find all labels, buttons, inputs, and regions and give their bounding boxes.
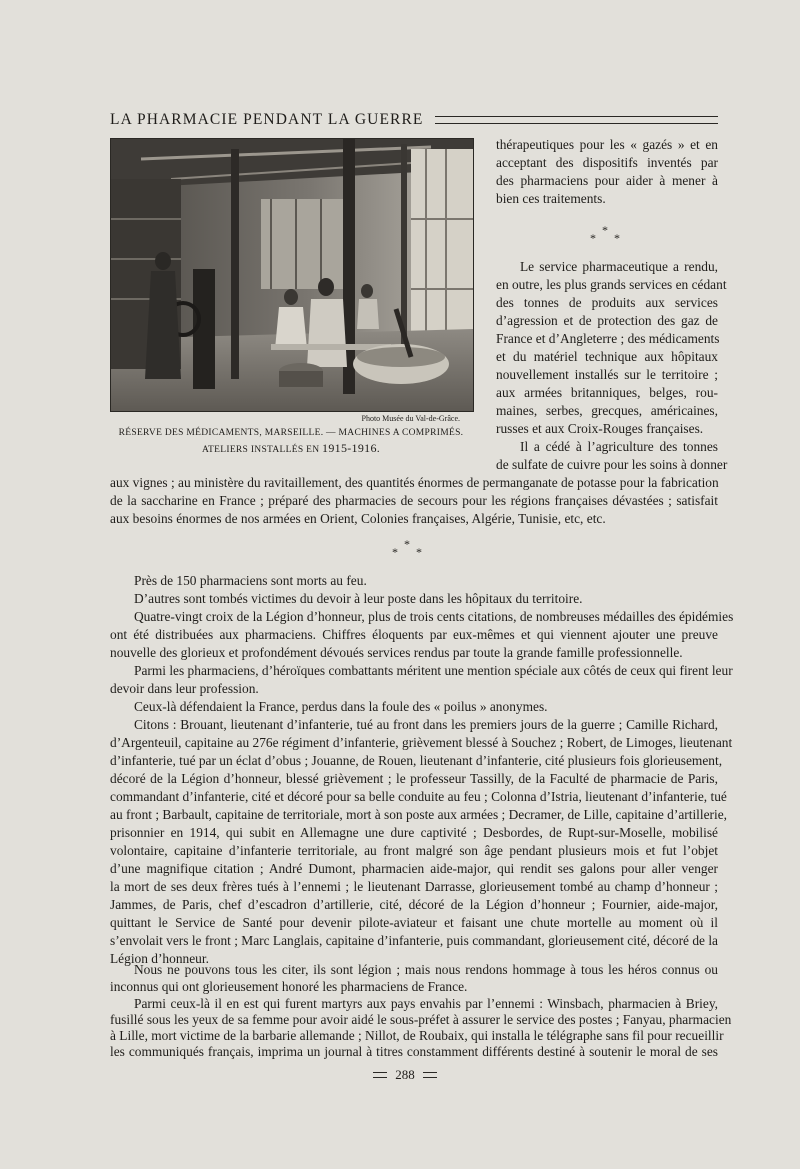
header-title: LA PHARMACIE PENDANT LA GUERRE: [110, 111, 424, 128]
figure-caption-line1: RÉSERVE DES MÉDICAMENTS, MARSEILLE. — MACHINES A COMPRIMÉS.: [118, 428, 464, 438]
asterism-star: *: [404, 537, 410, 551]
header-double-rule: [435, 116, 718, 124]
body-line: Ceux-là défendaient la France, perdus dans la foule des « poilus » anonymes.: [134, 699, 548, 714]
right-column-line: Il a cédé à l’agriculture des tonnes: [520, 439, 718, 454]
body-line: Près de 150 pharmaciens sont morts au feu.: [134, 573, 367, 588]
page-number-rule-right: [423, 1072, 437, 1078]
right-column-line: de sulfate de cuivre pour les soins à donner: [496, 457, 728, 472]
asterism-star: *: [614, 231, 620, 245]
photo-credit: Photo Musée du Val-de-Grâce.: [361, 414, 460, 423]
figure-caption-line2: [110, 441, 472, 456]
body-line: quittant le Service de Santé pour devenir pilote-aviateur et faisant une chute mortelle au moment où il: [110, 915, 718, 930]
body-line: Parmi les pharmaciens, d’héroïques combattants méritent une mention spéciale aux côtés de ceux qui firent leur: [134, 663, 733, 678]
body-line: de la saccharine en France ; préparé des pharmacies de secours pour les régions françaises dévastées ; satisfait: [110, 493, 718, 508]
right-column-line: en outre, les plus grands services en cédant: [496, 277, 727, 292]
figure-caption-text: ATELIERS INSTALLÉS EN: [201, 445, 320, 455]
body-line: commandant d’infanterie, cité et décoré pour sa belle conduite au feu ; Colonna d’Istria, lieutenant d’infanterie, tué: [110, 789, 727, 804]
body-line: aux vignes ; au ministère du ravitaillement, des quantités énormes de permanganate de potasse pour la fabrication: [110, 475, 719, 490]
page-number: [360, 1067, 450, 1083]
body-line: ont été distribuées aux pharmaciens. Chiffres éloquents par eux-mêmes et qui viennent ajouter une preuve: [110, 627, 718, 642]
body-line: décoré de la Légion d’honneur, blessé grièvement ; le professeur Tassilly, de la Faculté de pharmacie de Paris,: [110, 771, 718, 786]
body-line: fusillé sous les yeux de sa femme pour avoir aidé le sous-préfet à assurer le service des postes ; Fanyau, pharmacien: [110, 1012, 732, 1027]
body-line: D’autres sont tombés victimes du devoir à leur poste dans les hôpitaux du territoire.: [134, 591, 583, 606]
body-line-last: les communiqués français, imprima un journal à titres constamment différents destiné à soutenir le moral de ses: [110, 1044, 718, 1059]
right-column-line: maines, serbes, grecques, américaines,: [496, 403, 718, 418]
workshop-photograph: [110, 138, 474, 412]
body-line: d’une magnifique citation ; André Dumont, pharmacien aide-major, qui rendit ses galons pour aller venger: [110, 861, 718, 876]
asterism-star: *: [602, 223, 608, 237]
body-line: d’Argenteuil, capitaine au 276e régiment d’infanterie, grièvement blessé à Souchez ; Robert, de Limoges, lieutenant: [110, 735, 733, 750]
page-number-rule-left: [373, 1072, 387, 1078]
right-column-line: russes et aux Croix-Rouges françaises.: [496, 421, 704, 436]
right-column-line: acceptant des dispositifs inventés par: [496, 155, 718, 170]
right-column-line: et du matériel technique aux hôpitaux: [496, 349, 718, 364]
asterism-star: *: [416, 545, 422, 559]
body-line: à Lille, mort victime de la barbarie allemande ; Nillot, de Roubaix, qui installa le télégraphe sans fil pour recueillir: [110, 1028, 724, 1043]
right-column-line: Le service pharmaceutique a rendu,: [520, 259, 718, 274]
right-column-line: nouvellement installés sur le territoire ;: [496, 367, 718, 382]
right-column-line: France et d’Angleterre ; des médicaments: [496, 331, 720, 346]
body-line: nouvelle des glorieux et profondément dévoués services rendus par toute la grande famille professionnelle.: [110, 645, 683, 660]
body-line: prisonnier en 1914, qui subit en Allemagne une dure captivité ; Desbordes, de Rupt-sur-Moselle, mobilisé: [110, 825, 718, 840]
right-column-line: thérapeutiques pour les « gazés » et en: [496, 137, 718, 152]
body-line: Légion d’honneur.: [110, 951, 209, 966]
body-line: Quatre-vingt croix de la Légion d’honneur, plus de trois cents citations, de nombreuses médailles des épidémies: [134, 609, 734, 624]
body-line: Jammes, de Paris, chef d’escadron d’artillerie, cité, décoré de la Légion d’honneur ; Fournier, aide-major,: [110, 897, 718, 912]
asterism-separator: [588, 224, 628, 250]
body-line: d’infanterie, tué par un éclat d’obus ; Jouanne, de Rouen, lieutenant d’infanterie, cité plusieurs fois glorieusement,: [110, 753, 723, 768]
right-column-line: bien ces traitements.: [496, 191, 606, 206]
body-line: au front ; Barbault, capitaine de territoriale, mort à son poste aux armées ; Decramer, de Lille, capitaine d’artillerie,: [110, 807, 728, 822]
body-line: aux besoins énormes de nos armées en Orient, Colonies françaises, Algérie, Tunisie, etc, etc.: [110, 511, 606, 526]
right-column-line: aux armées britanniques, belges, rou-: [496, 385, 718, 400]
right-column-line: des pharmaciens pour aider à mener à: [496, 173, 718, 188]
running-header: [110, 110, 718, 130]
body-line: Citons : Brouant, lieutenant d’infanterie, tué au front dans les premiers jours de la guerre ; Camille Richard,: [134, 717, 718, 732]
right-column-line: des tonnes de produits aux services: [496, 295, 718, 310]
body-line: inconnus qui ont glorieusement honoré les pharmaciens de France.: [110, 979, 468, 994]
body-line: Parmi ceux-là il en est qui furent martyrs aux pays envahis par l’ennemi : Winsbach, pharmacien à Briey,: [134, 996, 718, 1011]
right-column-line: d’agression et de protection des gaz de: [496, 313, 718, 328]
asterism-separator: [390, 538, 430, 564]
body-line: Nous ne pouvons tous les citer, ils sont légion ; mais nous rendons hommage à tous les héros connus ou: [134, 962, 718, 977]
asterism-star: *: [590, 231, 596, 245]
body-line: s’envolait vers le front ; Marc Langlais, capitaine d’infanterie, puis commandant, glorieusement cité, décoré de la: [110, 933, 718, 948]
workshop-photo-illustration: [111, 139, 473, 411]
asterism-star: *: [392, 545, 398, 559]
body-line: devoir dans leur profession.: [110, 681, 259, 696]
body-line: volontaire, capitaine d’infanterie territoriale, au front malgré son âge pendant plusieurs mois et fut l’objet: [110, 843, 718, 858]
figure-caption-year: 1915-1916.: [322, 441, 381, 455]
page-number-text: 288: [395, 1067, 415, 1082]
body-line: la mort de ses deux frères tués à l’ennemi ; le lieutenant Darrasse, glorieusement tombé au champ d’honneur ;: [110, 879, 718, 894]
